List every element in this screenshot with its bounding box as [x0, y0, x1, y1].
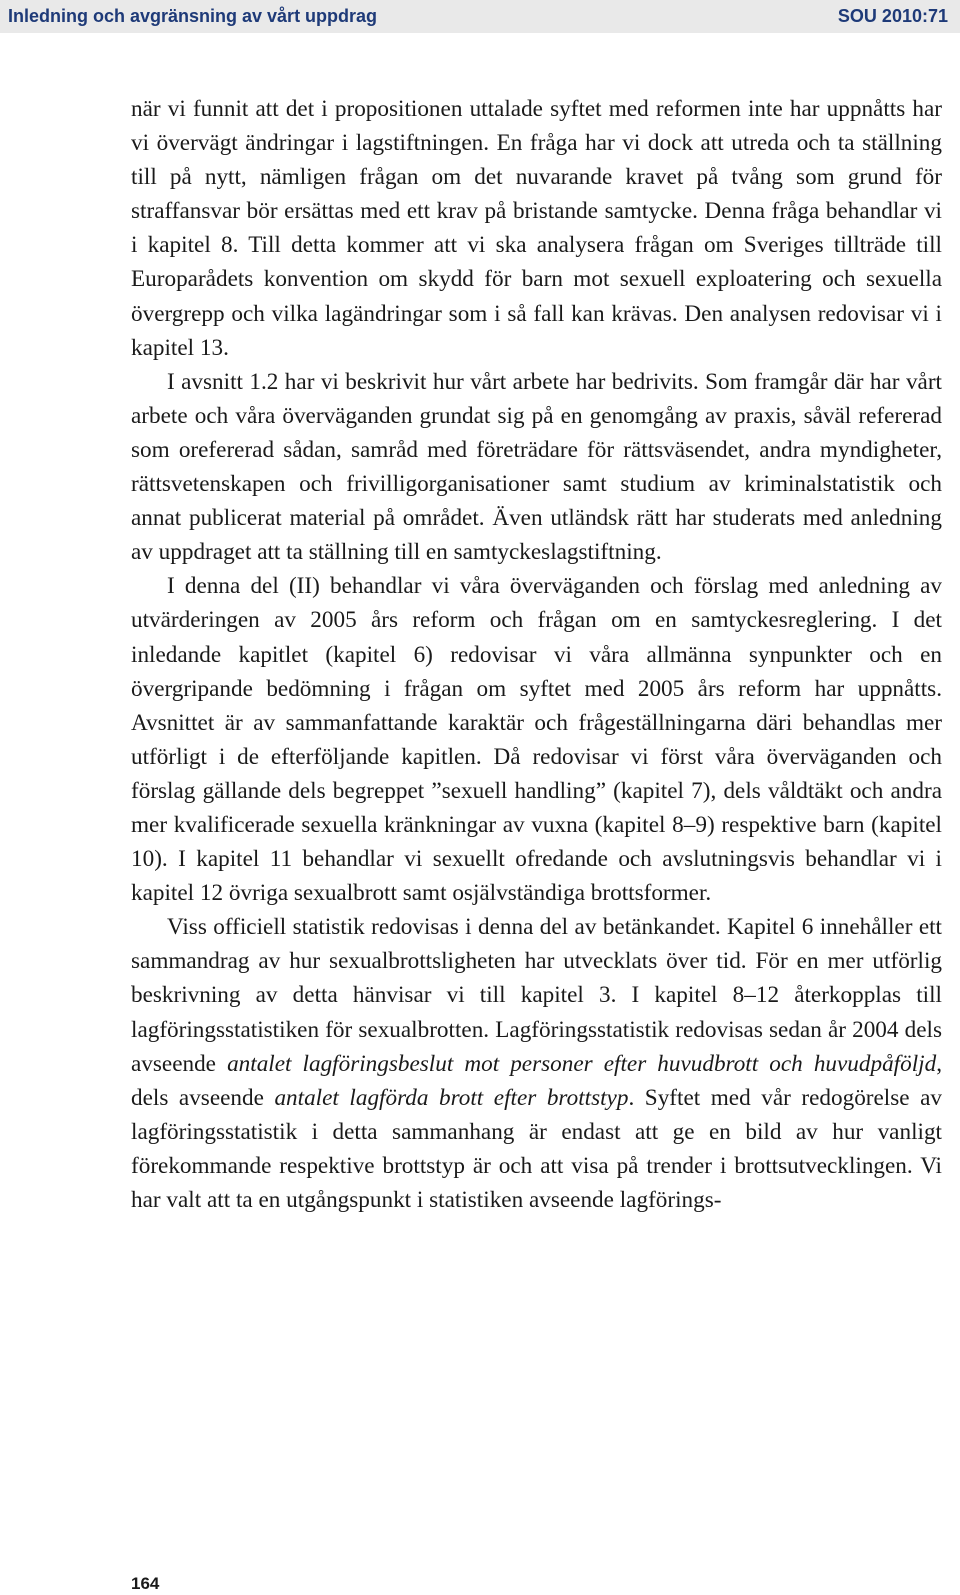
- text-segment: när vi funnit att det i propositionen uttalade syftet med reformen inte har uppnåtts har vi övervägt ändringar i lagstiftningen. En fråga har vi dock att utreda och ta ställning till på nytt, nämligen frågan om det nuvarande kravet på tvång som grund för straffansvar bör ersättas med ett krav på bristande samtycke. Denna fråga behandlar vi i kapitel 8. Till detta kommer att vi ska analysera frågan om Sveriges tillträde till Europarådets konvention om skydd för barn mot sexuell exploatering och sexuella övergrepp och vilka lagändringar som i så fall kan krävas. Den analysen redovisar vi i kapitel 13.: [131, 96, 942, 361]
- italic-text-segment: antalet lagföringsbeslut mot personer efter huvudbrott och huvudpåföljd: [227, 1050, 937, 1077]
- body-text: [131, 92, 942, 1217]
- paragraph: [131, 365, 942, 570]
- running-header: [0, 0, 960, 33]
- text-segment: I avsnitt 1.2 har vi beskrivit hur vårt arbete har bedrivits. Som framgår där har vårt arbete och våra överväganden grundat sig på en genomgång av praxis, såväl refererad som orefererad sådan, samråd med företrädare för rättsväsendet, andra myndigheter, rättsvetenskapen och frivilligorganisationer samt studium av kriminalstatistik och annat publicerat material på området. Även utländsk rätt har studerats med anledning av uppdraget att ta ställning till en samtyckeslagstiftning.: [131, 368, 942, 566]
- paragraph: [131, 910, 942, 1217]
- document-reference: SOU 2010:71: [837, 6, 948, 26]
- paragraph: [131, 92, 942, 365]
- italic-text-segment: antalet lagförda brott efter brottstyp: [274, 1084, 629, 1111]
- text-segment: Viss officiell statistik redovisas i denna del av betänkandet. Kapitel 6 innehåller ett sammandrag av hur sexualbrottsligheten har utvecklats över tid. För en mer utförlig beskrivning av detta hänvisar vi till kapitel 3. I kapitel 8–12 återkopplas till lagföringsstatistiken för sexualbrotten. Lagföringsstatistik redovisas sedan år 2004 dels avseende: [131, 914, 942, 1077]
- page-number: 164: [131, 1574, 160, 1593]
- text-segment: I denna del (II) behandlar vi våra överväganden och förslag med anledning av utvärderingen av 2005 års reform och frågan om en samtyckesreglering. I det inledande kapitlet (kapitel 6) redovisar vi våra allmänna synpunkter och en övergripande bedömning i frågan om syftet med 2005 års reform har uppnåtts. Avsnittet är av sammanfattande karaktär och frågeställningarna däri behandlas mer utförligt i de efterföljande kapitlen. Då redovisar vi först våra överväganden och förslag gällande dels begreppet ”sexuell handling” (kapitel 7), dels våldtäkt och andra mer kvalificerade sexuella kränkningar av vuxna (kapitel 8–9) respektive barn (kapitel 10). I kapitel 11 behandlar vi sexuellt ofredande och avslutningsvis behandlar vi i kapitel 12 övriga sexualbrott samt osjälvständiga brottsformer.: [131, 573, 942, 907]
- text-segment: . Syftet med vår redogörelse av lagföringsstatistik i detta sammanhang är endast att ge en bild av hur vanligt förekommande respektive brottstyp är och att visa på trender i brottsutvecklingen. Vi har valt att ta en utgångspunkt i statistiken avseende lagförings-: [131, 1084, 943, 1213]
- paragraph: [131, 569, 942, 910]
- chapter-title: Inledning och avgränsning av vårt uppdrag: [8, 6, 378, 26]
- text-segment: , dels avseende: [131, 1050, 942, 1111]
